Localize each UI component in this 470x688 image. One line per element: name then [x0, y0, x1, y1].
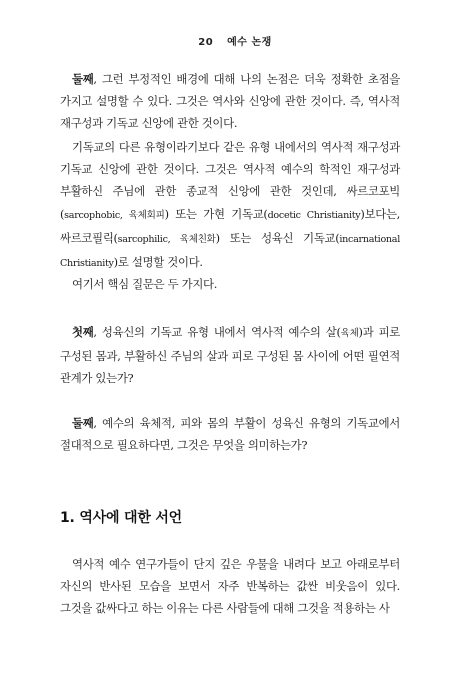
- paragraph-text: , 예수의 육체적, 피와 몸의 부활이 성육신 유형의 기독교에서 절대적으로 필요하다면, 그것은 무엇을 의미하는가?: [60, 416, 400, 453]
- paragraph-history-prologue: [60, 553, 400, 620]
- section-title: 역사에 대한 서언: [79, 510, 182, 526]
- paragraph-second-question: [60, 412, 400, 456]
- paragraph-key-questions: [60, 273, 400, 295]
- paragraph-first-question: [60, 321, 400, 390]
- lead-word: 둘째: [72, 416, 94, 430]
- paragraph-text: 역사적 예수 연구가들이 단지 깊은 우물을 내려다 보고 아래로부터 자신의 반사된 모습을 보면서 자주 반복하는 값싼 비웃음이 있다. 그것을 값싸다고 하는 이유는 다른 사람들에 대해 그것을 적용하는 사: [60, 557, 400, 616]
- paragraph-second-point: [60, 68, 400, 135]
- paragraph-text: , 그런 부정적인 배경에 대해 나의 논점은 더욱 정확한 초점을 가지고 설명할 수 있다. 그것은 역사와 신앙에 관한 것이다. 즉, 역사적 재구성과 기독교 신앙에 관한 것이다.: [60, 72, 400, 131]
- running-title: 예수 논쟁: [227, 37, 272, 48]
- gloss-sarcophobic: sarcophobic, 육체회피: [64, 209, 165, 221]
- paragraph-text: )과 피로 구성된 몸과, 부활하신 주님의 살과 피로 구성된 몸 사이에 어떤 필연적 관계가 있는가?: [60, 325, 400, 386]
- paragraph-text: , 성육신의 기독교 유형 내에서 역사적 예수의 살(: [93, 325, 341, 339]
- paragraph-text: )로 설명할 것이다.: [113, 255, 203, 270]
- paragraph-christianity-types: [60, 136, 400, 275]
- paragraph-text: 기독교의 다른 유형이라기보다 같은 유형 내에서의 역사적 재구성과 기독교 신앙에 관한 것이다. 그것은 역사적 예수의 학적인 재구성과 부활하신 주님에 관한 종교적 신앙에 관한 것인데, 싸르코포빅(: [60, 140, 400, 221]
- gloss-flesh: 육체: [340, 328, 359, 339]
- paragraph-text: )보다는, 싸르코필릭(: [60, 206, 400, 245]
- gloss-docetic: docetic Christianity: [267, 209, 361, 221]
- lead-word: 둘째: [72, 72, 94, 86]
- running-header: [0, 33, 470, 48]
- page-number: 20: [198, 37, 214, 48]
- section-heading: [60, 507, 182, 527]
- section-number: 1.: [60, 510, 75, 526]
- lead-word: 첫째: [72, 325, 94, 339]
- paragraph-text: ) 또는 가현 기독교(: [164, 206, 268, 221]
- gloss-sarcophilic: sarcophilic, 육체친화: [117, 233, 216, 245]
- paragraph-text: ) 또는 성육신 기독교(: [215, 230, 340, 245]
- gloss-incarnational: incarnational Christianity: [60, 233, 400, 270]
- paragraph-text: 여기서 핵심 질문은 두 가지다.: [72, 277, 218, 291]
